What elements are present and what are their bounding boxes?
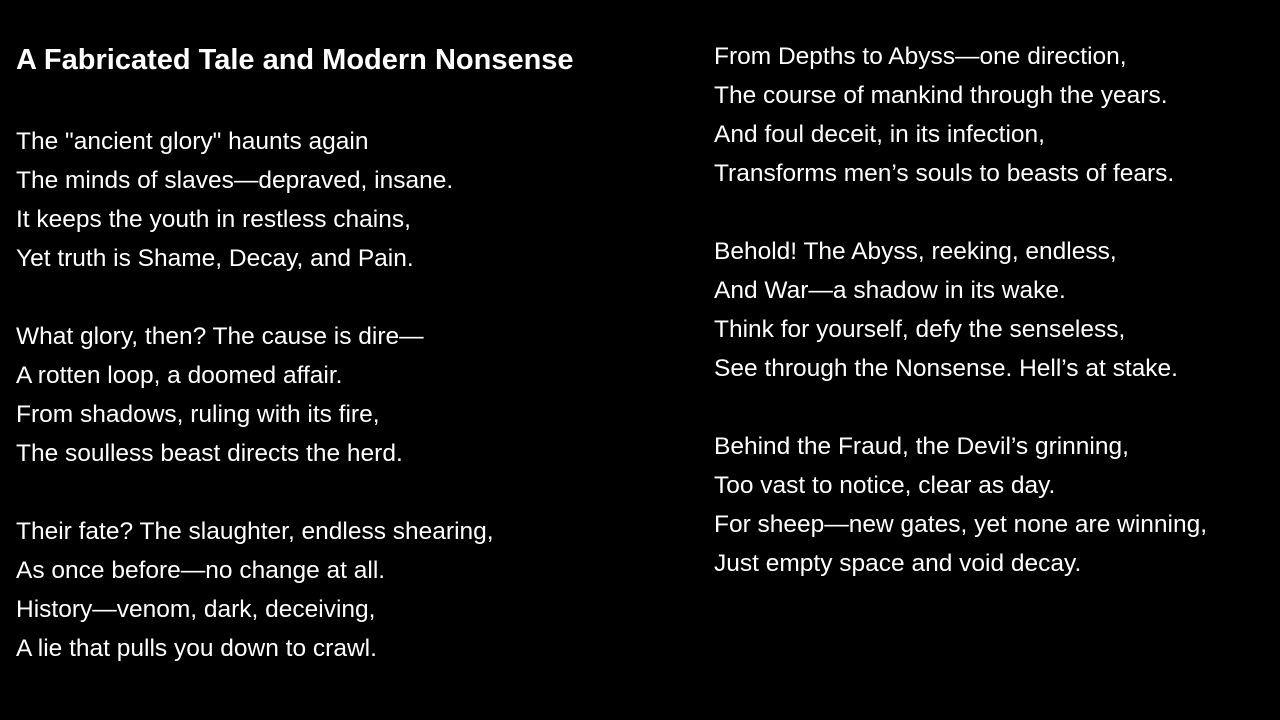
poem-line: The "ancient glory" haunts again (16, 128, 369, 155)
poem-line: From Depths to Abyss—one direction, (714, 43, 1127, 70)
poem-column-right (714, 37, 1207, 622)
poem-line: It keeps the youth in restless chains, (16, 206, 411, 233)
stanza (16, 122, 494, 278)
poem-line: See through the Nonsense. Hell’s at stake. (714, 355, 1178, 382)
poem-line: As once before—no change at all. (16, 557, 386, 584)
poem-line: From shadows, ruling with its fire, (16, 401, 380, 428)
poem-line: A lie that pulls you down to crawl. (16, 635, 377, 662)
poem-line: And foul deceit, in its infection, (714, 121, 1045, 148)
poem-line: Their fate? The slaughter, endless shearing, (16, 518, 494, 545)
stanza (16, 512, 494, 668)
poem-line: What glory, then? The cause is dire— (16, 323, 424, 350)
poem-line: The course of mankind through the years. (714, 82, 1168, 109)
stanza (714, 427, 1207, 583)
poem-line: For sheep—new gates, yet none are winning, (714, 511, 1208, 538)
poem-line: Think for yourself, defy the senseless, (714, 316, 1126, 343)
poem-line: Just empty space and void decay. (714, 550, 1082, 577)
poem-line: The minds of slaves—depraved, insane. (16, 167, 454, 194)
poem-line: History—venom, dark, deceiving, (16, 596, 376, 623)
poem-line: A rotten loop, a doomed affair. (16, 362, 343, 389)
poem-line: Yet truth is Shame, Decay, and Pain. (16, 245, 414, 272)
stanza (714, 37, 1207, 193)
poem-title: A Fabricated Tale and Modern Nonsense (16, 44, 574, 76)
poem-line: Behold! The Abyss, reeking, endless, (714, 238, 1117, 265)
poem-line: And War—a shadow in its wake. (714, 277, 1066, 304)
stanza (714, 232, 1207, 388)
poem-line: Transforms men’s souls to beasts of fears. (714, 160, 1175, 187)
poem-column-left (16, 122, 494, 707)
poem-line: The soulless beast directs the herd. (16, 440, 403, 467)
stanza (16, 317, 494, 473)
poem-line: Behind the Fraud, the Devil’s grinning, (714, 433, 1129, 460)
poem-line: Too vast to notice, clear as day. (714, 472, 1056, 499)
